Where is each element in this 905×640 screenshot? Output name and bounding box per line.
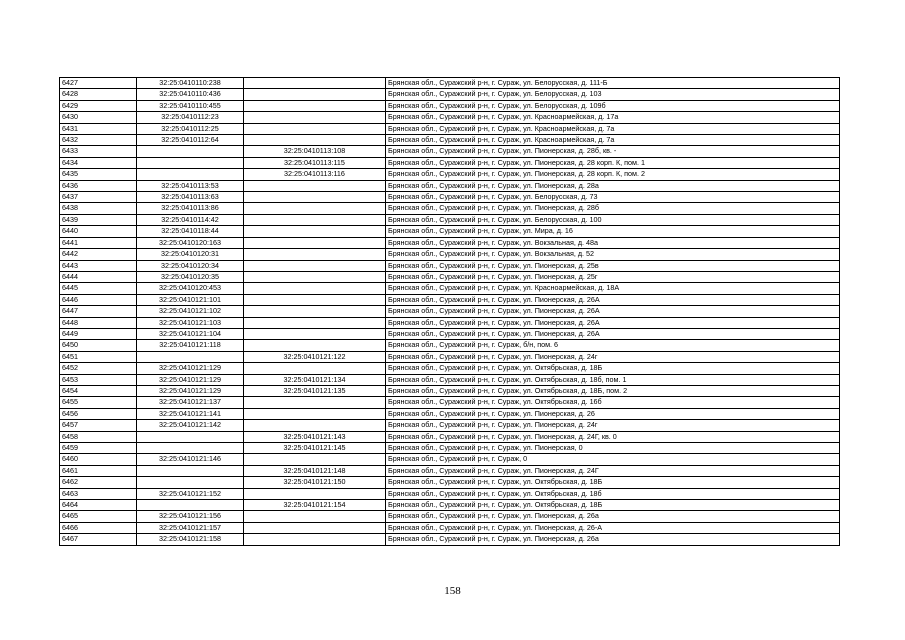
address-cell: Брянская обл., Суражский р-н, г. Сураж, ул. Пионерская, д. 28а bbox=[386, 180, 840, 191]
address-cell: Брянская обл., Суражский р-н, г. Сураж, ул. Октябрьская, д. 18б, пом. 1 bbox=[386, 374, 840, 385]
address-cell: Брянская обл., Суражский р-н, г. Сураж, ул. Белорусская, д. 111-Б bbox=[386, 78, 840, 89]
sub-object-cadastral-cell: 32:25:0410121:134 bbox=[244, 374, 386, 385]
cadastral-number-cell bbox=[137, 146, 244, 157]
address-cell: Брянская обл., Суражский р-н, г. Сураж, ул. Октябрьская, д. 18б bbox=[386, 488, 840, 499]
sub-object-cadastral-cell: 32:25:0410121:143 bbox=[244, 431, 386, 442]
address-cell: Брянская обл., Суражский р-н, г. Сураж, ул. Пионерская, д. 24г bbox=[386, 420, 840, 431]
cadastral-number-cell: 32:25:0410120:34 bbox=[137, 260, 244, 271]
cadastral-number-cell: 32:25:0410120:453 bbox=[137, 283, 244, 294]
row-number-cell: 6428 bbox=[60, 89, 137, 100]
sub-object-cadastral-cell bbox=[244, 192, 386, 203]
cadastral-number-cell: 32:25:0410121:104 bbox=[137, 328, 244, 339]
table-row bbox=[60, 237, 840, 248]
row-number-cell: 6466 bbox=[60, 522, 137, 533]
address-cell: Брянская обл., Суражский р-н, г. Сураж, ул. Пионерская, д. 26А bbox=[386, 294, 840, 305]
row-number-cell: 6467 bbox=[60, 534, 137, 545]
cadastral-number-cell bbox=[137, 465, 244, 476]
cadastral-number-cell bbox=[137, 351, 244, 362]
cadastral-number-cell: 32:25:0410121:158 bbox=[137, 534, 244, 545]
cadastral-number-cell: 32:25:0410120:163 bbox=[137, 237, 244, 248]
address-cell: Брянская обл., Суражский р-н, г. Сураж, ул. Белорусская, д. 109б bbox=[386, 100, 840, 111]
address-cell: Брянская обл., Суражский р-н, г. Сураж, ул. Белорусская, д. 73 bbox=[386, 192, 840, 203]
cadastral-number-cell bbox=[137, 477, 244, 488]
address-cell: Брянская обл., Суражский р-н, г. Сураж, ул. Красноармейская, д. 7а bbox=[386, 135, 840, 146]
cadastral-number-cell: 32:25:0410114:42 bbox=[137, 214, 244, 225]
address-cell: Брянская обл., Суражский р-н, г. Сураж, 0 bbox=[386, 454, 840, 465]
table-row bbox=[60, 374, 840, 385]
row-number-cell: 6442 bbox=[60, 249, 137, 260]
sub-object-cadastral-cell bbox=[244, 123, 386, 134]
cadastral-number-cell: 32:25:0410121:137 bbox=[137, 397, 244, 408]
address-cell: Брянская обл., Суражский р-н, г. Сураж, б/н, пом. 6 bbox=[386, 340, 840, 351]
address-cell: Брянская обл., Суражский р-н, г. Сураж, ул. Пионерская, д. 26а bbox=[386, 511, 840, 522]
row-number-cell: 6456 bbox=[60, 408, 137, 419]
table-row bbox=[60, 192, 840, 203]
row-number-cell: 6431 bbox=[60, 123, 137, 134]
address-cell: Брянская обл., Суражский р-н, г. Сураж, ул. Красноармейская, д. 17а bbox=[386, 112, 840, 123]
row-number-cell: 6452 bbox=[60, 363, 137, 374]
registry-table-body bbox=[60, 78, 840, 546]
address-cell: Брянская обл., Суражский р-н, г. Сураж, ул. Пионерская, д. 28 корп. К, пом. 2 bbox=[386, 169, 840, 180]
address-cell: Брянская обл., Суражский р-н, г. Сураж, ул. Вокзальная, д. 48а bbox=[386, 237, 840, 248]
cadastral-number-cell: 32:25:0410121:129 bbox=[137, 363, 244, 374]
address-cell: Брянская обл., Суражский р-н, г. Сураж, ул. Пионерская, д. 24Г bbox=[386, 465, 840, 476]
row-number-cell: 6443 bbox=[60, 260, 137, 271]
sub-object-cadastral-cell: 32:25:0410121:150 bbox=[244, 477, 386, 488]
address-cell: Брянская обл., Суражский р-н, г. Сураж, ул. Октябрьская, д. 18Б bbox=[386, 363, 840, 374]
sub-object-cadastral-cell: 32:25:0410121:148 bbox=[244, 465, 386, 476]
sub-object-cadastral-cell: 32:25:0410121:122 bbox=[244, 351, 386, 362]
sub-object-cadastral-cell bbox=[244, 214, 386, 225]
cadastral-number-cell: 32:25:0410112:64 bbox=[137, 135, 244, 146]
table-row bbox=[60, 203, 840, 214]
sub-object-cadastral-cell: 32:25:0410113:108 bbox=[244, 146, 386, 157]
cadastral-number-cell: 32:25:0410112:25 bbox=[137, 123, 244, 134]
table-row bbox=[60, 226, 840, 237]
row-number-cell: 6462 bbox=[60, 477, 137, 488]
cadastral-number-cell: 32:25:0410121:129 bbox=[137, 385, 244, 396]
row-number-cell: 6441 bbox=[60, 237, 137, 248]
address-cell: Брянская обл., Суражский р-н, г. Сураж, ул. Белорусская, д. 103 bbox=[386, 89, 840, 100]
sub-object-cadastral-cell bbox=[244, 317, 386, 328]
sub-object-cadastral-cell bbox=[244, 306, 386, 317]
address-cell: Брянская обл., Суражский р-н, г. Сураж, ул. Красноармейская, д. 18А bbox=[386, 283, 840, 294]
address-cell: Брянская обл., Суражский р-н, г. Сураж, ул. Пионерская, д. 26а bbox=[386, 534, 840, 545]
table-row bbox=[60, 283, 840, 294]
sub-object-cadastral-cell bbox=[244, 100, 386, 111]
table-row bbox=[60, 397, 840, 408]
sub-object-cadastral-cell bbox=[244, 271, 386, 282]
row-number-cell: 6432 bbox=[60, 135, 137, 146]
sub-object-cadastral-cell bbox=[244, 511, 386, 522]
table-row bbox=[60, 431, 840, 442]
table-row bbox=[60, 249, 840, 260]
cadastral-number-cell: 32:25:0410121:101 bbox=[137, 294, 244, 305]
table-row bbox=[60, 135, 840, 146]
address-cell: Брянская обл., Суражский р-н, г. Сураж, ул. Белорусская, д. 100 bbox=[386, 214, 840, 225]
table-row bbox=[60, 420, 840, 431]
row-number-cell: 6436 bbox=[60, 180, 137, 191]
row-number-cell: 6460 bbox=[60, 454, 137, 465]
table-row bbox=[60, 351, 840, 362]
row-number-cell: 6461 bbox=[60, 465, 137, 476]
table-row bbox=[60, 157, 840, 168]
address-cell: Брянская обл., Суражский р-н, г. Сураж, ул. Пионерская, д. 26А bbox=[386, 317, 840, 328]
row-number-cell: 6450 bbox=[60, 340, 137, 351]
table-row bbox=[60, 214, 840, 225]
table-row bbox=[60, 500, 840, 511]
registry-table bbox=[59, 77, 840, 546]
cadastral-number-cell: 32:25:0410113:63 bbox=[137, 192, 244, 203]
address-cell: Брянская обл., Суражский р-н, г. Сураж, ул. Октябрьская, д. 16б bbox=[386, 397, 840, 408]
sub-object-cadastral-cell bbox=[244, 135, 386, 146]
row-number-cell: 6439 bbox=[60, 214, 137, 225]
cadastral-number-cell: 32:25:0410113:53 bbox=[137, 180, 244, 191]
address-cell: Брянская обл., Суражский р-н, г. Сураж, ул. Красноармейская, д. 7а bbox=[386, 123, 840, 134]
address-cell: Брянская обл., Суражский р-н, г. Сураж, ул. Октябрьская, д. 18Б bbox=[386, 477, 840, 488]
page-number: 158 bbox=[444, 585, 461, 597]
address-cell: Брянская обл., Суражский р-н, г. Сураж, ул. Пионерская, д. 28 корп. К, пом. 1 bbox=[386, 157, 840, 168]
cadastral-number-cell: 32:25:0410118:44 bbox=[137, 226, 244, 237]
table-row bbox=[60, 408, 840, 419]
row-number-cell: 6427 bbox=[60, 78, 137, 89]
cadastral-number-cell: 32:25:0410120:31 bbox=[137, 249, 244, 260]
cadastral-number-cell: 32:25:0410121:129 bbox=[137, 374, 244, 385]
table-row bbox=[60, 100, 840, 111]
sub-object-cadastral-cell bbox=[244, 420, 386, 431]
cadastral-number-cell: 32:25:0410121:141 bbox=[137, 408, 244, 419]
sub-object-cadastral-cell bbox=[244, 203, 386, 214]
sub-object-cadastral-cell bbox=[244, 408, 386, 419]
table-row bbox=[60, 477, 840, 488]
sub-object-cadastral-cell bbox=[244, 340, 386, 351]
row-number-cell: 6453 bbox=[60, 374, 137, 385]
cadastral-number-cell bbox=[137, 169, 244, 180]
table-row bbox=[60, 328, 840, 339]
row-number-cell: 6457 bbox=[60, 420, 137, 431]
cadastral-number-cell: 32:25:0410121:102 bbox=[137, 306, 244, 317]
address-cell: Брянская обл., Суражский р-н, г. Сураж, ул. Октябрьская, д. 18Б, пом. 2 bbox=[386, 385, 840, 396]
address-cell: Брянская обл., Суражский р-н, г. Сураж, ул. Пионерская, д. 24Г, кв. 0 bbox=[386, 431, 840, 442]
address-cell: Брянская обл., Суражский р-н, г. Сураж, ул. Мира, д. 16 bbox=[386, 226, 840, 237]
table-row bbox=[60, 306, 840, 317]
table-row bbox=[60, 317, 840, 328]
address-cell: Брянская обл., Суражский р-н, г. Сураж, ул. Пионерская, 0 bbox=[386, 443, 840, 454]
address-cell: Брянская обл., Суражский р-н, г. Сураж, ул. Пионерская, д. 26А bbox=[386, 328, 840, 339]
table-row bbox=[60, 89, 840, 100]
address-cell: Брянская обл., Суражский р-н, г. Сураж, ул. Пионерская, д. 28б bbox=[386, 203, 840, 214]
sub-object-cadastral-cell: 32:25:0410121:145 bbox=[244, 443, 386, 454]
cadastral-number-cell: 32:25:0410121:103 bbox=[137, 317, 244, 328]
row-number-cell: 6449 bbox=[60, 328, 137, 339]
row-number-cell: 6434 bbox=[60, 157, 137, 168]
cadastral-number-cell bbox=[137, 443, 244, 454]
row-number-cell: 6438 bbox=[60, 203, 137, 214]
address-cell: Брянская обл., Суражский р-н, г. Сураж, ул. Пионерская, д. 26-А bbox=[386, 522, 840, 533]
cadastral-number-cell bbox=[137, 157, 244, 168]
table-row bbox=[60, 534, 840, 545]
table-row bbox=[60, 340, 840, 351]
cadastral-number-cell: 32:25:0410121:146 bbox=[137, 454, 244, 465]
table-row bbox=[60, 271, 840, 282]
table-row bbox=[60, 511, 840, 522]
sub-object-cadastral-cell bbox=[244, 180, 386, 191]
row-number-cell: 6444 bbox=[60, 271, 137, 282]
row-number-cell: 6465 bbox=[60, 511, 137, 522]
cadastral-number-cell: 32:25:0410110:436 bbox=[137, 89, 244, 100]
row-number-cell: 6429 bbox=[60, 100, 137, 111]
sub-object-cadastral-cell: 32:25:0410121:154 bbox=[244, 500, 386, 511]
sub-object-cadastral-cell bbox=[244, 78, 386, 89]
cadastral-number-cell: 32:25:0410120:35 bbox=[137, 271, 244, 282]
table-row bbox=[60, 169, 840, 180]
sub-object-cadastral-cell bbox=[244, 397, 386, 408]
row-number-cell: 6464 bbox=[60, 500, 137, 511]
row-number-cell: 6437 bbox=[60, 192, 137, 203]
cadastral-number-cell: 32:25:0410112:23 bbox=[137, 112, 244, 123]
address-cell: Брянская обл., Суражский р-н, г. Сураж, ул. Пионерская, д. 28б, кв. - bbox=[386, 146, 840, 157]
sub-object-cadastral-cell bbox=[244, 488, 386, 499]
cadastral-number-cell: 32:25:0410113:86 bbox=[137, 203, 244, 214]
table-row bbox=[60, 385, 840, 396]
table-row bbox=[60, 363, 840, 374]
table-row bbox=[60, 522, 840, 533]
table-row bbox=[60, 488, 840, 499]
row-number-cell: 6447 bbox=[60, 306, 137, 317]
table-row bbox=[60, 454, 840, 465]
address-cell: Брянская обл., Суражский р-н, г. Сураж, ул. Октябрьская, д. 18Б bbox=[386, 500, 840, 511]
row-number-cell: 6445 bbox=[60, 283, 137, 294]
table-row bbox=[60, 180, 840, 191]
row-number-cell: 6440 bbox=[60, 226, 137, 237]
row-number-cell: 6459 bbox=[60, 443, 137, 454]
sub-object-cadastral-cell bbox=[244, 226, 386, 237]
address-cell: Брянская обл., Суражский р-н, г. Сураж, ул. Пионерская, д. 26А bbox=[386, 306, 840, 317]
row-number-cell: 6451 bbox=[60, 351, 137, 362]
address-cell: Брянская обл., Суражский р-н, г. Сураж, ул. Вокзальная, д. 52 bbox=[386, 249, 840, 260]
address-cell: Брянская обл., Суражский р-н, г. Сураж, ул. Пионерская, д. 25в bbox=[386, 260, 840, 271]
row-number-cell: 6446 bbox=[60, 294, 137, 305]
sub-object-cadastral-cell bbox=[244, 249, 386, 260]
cadastral-number-cell: 32:25:0410110:455 bbox=[137, 100, 244, 111]
sub-object-cadastral-cell bbox=[244, 237, 386, 248]
cadastral-number-cell: 32:25:0410121:142 bbox=[137, 420, 244, 431]
cadastral-number-cell bbox=[137, 431, 244, 442]
row-number-cell: 6458 bbox=[60, 431, 137, 442]
sub-object-cadastral-cell bbox=[244, 534, 386, 545]
sub-object-cadastral-cell bbox=[244, 363, 386, 374]
sub-object-cadastral-cell: 32:25:0410113:115 bbox=[244, 157, 386, 168]
sub-object-cadastral-cell bbox=[244, 112, 386, 123]
cadastral-number-cell: 32:25:0410121:152 bbox=[137, 488, 244, 499]
cadastral-number-cell: 32:25:0410110:238 bbox=[137, 78, 244, 89]
row-number-cell: 6448 bbox=[60, 317, 137, 328]
row-number-cell: 6463 bbox=[60, 488, 137, 499]
sub-object-cadastral-cell bbox=[244, 454, 386, 465]
table-row bbox=[60, 112, 840, 123]
sub-object-cadastral-cell: 32:25:0410113:116 bbox=[244, 169, 386, 180]
address-cell: Брянская обл., Суражский р-н, г. Сураж, ул. Пионерская, д. 26 bbox=[386, 408, 840, 419]
row-number-cell: 6430 bbox=[60, 112, 137, 123]
table-row bbox=[60, 294, 840, 305]
table-row bbox=[60, 123, 840, 134]
table-row bbox=[60, 78, 840, 89]
sub-object-cadastral-cell bbox=[244, 522, 386, 533]
sub-object-cadastral-cell: 32:25:0410121:135 bbox=[244, 385, 386, 396]
address-cell: Брянская обл., Суражский р-н, г. Сураж, ул. Пионерская, д. 25г bbox=[386, 271, 840, 282]
cadastral-number-cell: 32:25:0410121:118 bbox=[137, 340, 244, 351]
address-cell: Брянская обл., Суражский р-н, г. Сураж, ул. Пионерская, д. 24г bbox=[386, 351, 840, 362]
row-number-cell: 6455 bbox=[60, 397, 137, 408]
cadastral-number-cell: 32:25:0410121:156 bbox=[137, 511, 244, 522]
cadastral-number-cell bbox=[137, 500, 244, 511]
row-number-cell: 6454 bbox=[60, 385, 137, 396]
sub-object-cadastral-cell bbox=[244, 89, 386, 100]
table-row bbox=[60, 465, 840, 476]
table-row bbox=[60, 260, 840, 271]
sub-object-cadastral-cell bbox=[244, 283, 386, 294]
row-number-cell: 6433 bbox=[60, 146, 137, 157]
sub-object-cadastral-cell bbox=[244, 328, 386, 339]
table-row bbox=[60, 443, 840, 454]
row-number-cell: 6435 bbox=[60, 169, 137, 180]
sub-object-cadastral-cell bbox=[244, 260, 386, 271]
cadastral-number-cell: 32:25:0410121:157 bbox=[137, 522, 244, 533]
sub-object-cadastral-cell bbox=[244, 294, 386, 305]
table-row bbox=[60, 146, 840, 157]
